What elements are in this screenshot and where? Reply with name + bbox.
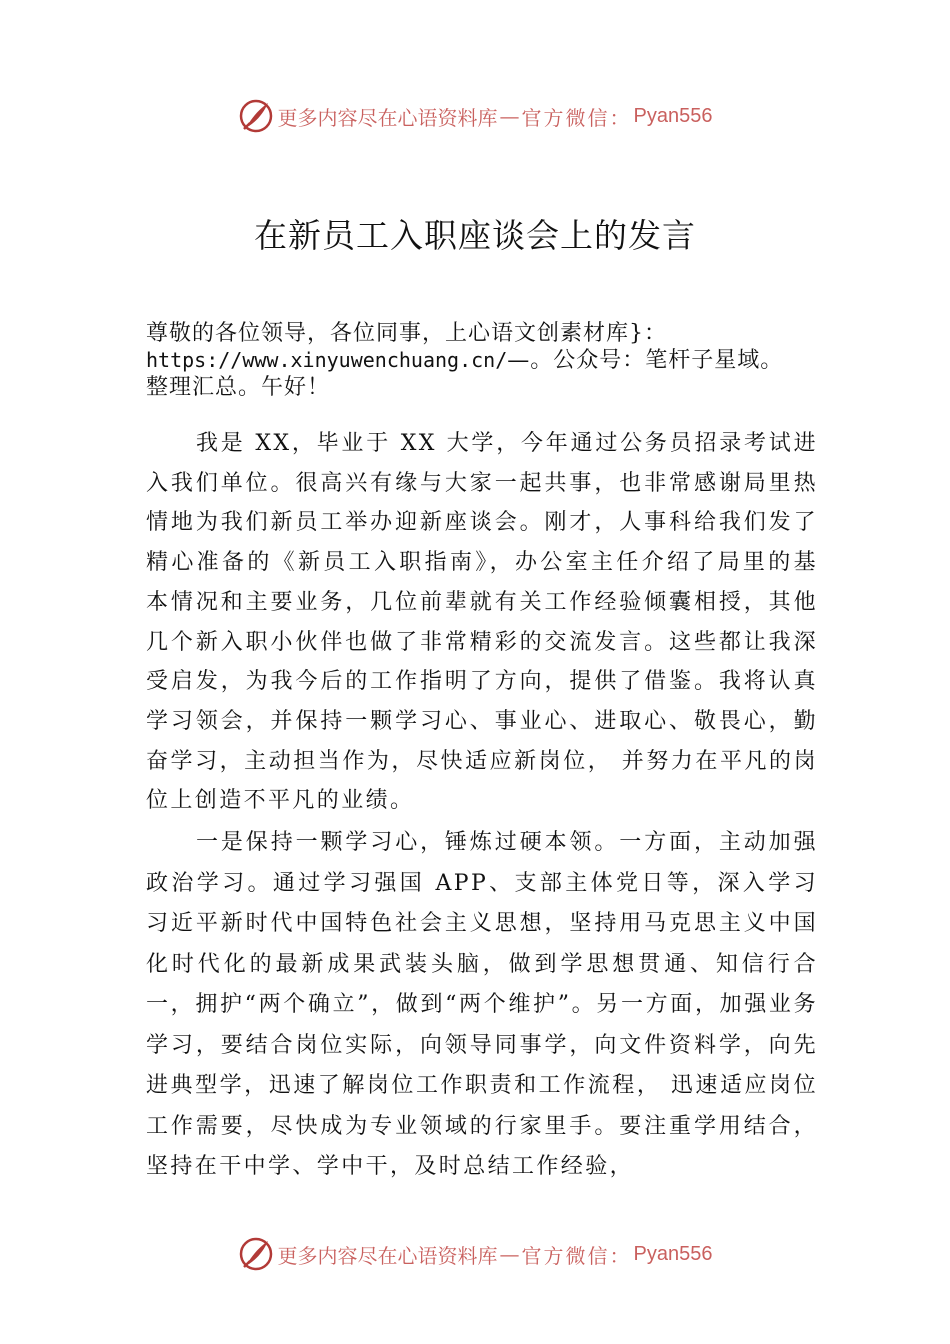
banner-wechat-id: Pyan556 xyxy=(633,1242,713,1265)
greeting-line-2-rest: —。公众号：笔杆子星域。 xyxy=(507,348,784,373)
banner-separator: — xyxy=(499,1242,520,1266)
greeting-line-1: 尊敬的各位领导，各位同事，上心语文创素材库}： xyxy=(146,321,667,346)
banner-slogan: 更多内容尽在心语资料库 xyxy=(277,1243,498,1268)
banner-wechat-label: 官方微信： xyxy=(521,1243,632,1268)
greeting-line-3: 整理汇总。午好！ xyxy=(146,375,331,400)
paragraph-learning: 一是保持一颗学习心，锤炼过硬本领。一方面，主动加强政治学习。通过学习强国 APP、支部主体党日等，深入学习习近平新时代中国特色社会主义思想，坚持用马克思主义中国化时代化的最新成果武装头脑，做到学思想贯通、知信行合一，拥护“两个确立”，做到“两个维护”。另一方面，加强业务学习，要结合岗位实际，向领导同事学，向文件资料学，向先进典型学，迅速了解岗位工作职责和工作流程， 迅速适应岗位工作需要，尽快成为专业领域的行家里手。要注重学用结合，坚持在干中学、学中干，及时总结工作经验， xyxy=(146,830,818,1179)
banner-wechat-label: 官方微信： xyxy=(521,105,632,130)
greeting-line-2 xyxy=(146,347,846,374)
paragraph-intro: 我是 XX，毕业于 XX 大学，今年通过公务员招录考试进入我们单位。很高兴有缘与大家一起共事，也非常感谢局里热情地为我们新员工举办迎新座谈会。刚才，人事科给我们发了精心准备的《新员工入职指南》，办公室主任介绍了局里的基本情况和主要业务，几位前辈就有关工作经验倾囊相授，其他几个新入职小伙伴也做了非常精彩的交流发言。这些都让我深受启发，为我今后的工作指明了方向，提供了借鉴。我将认真学习领会，并保持一颗学习心、事业心、进取心、敬畏心，勤奋学习，主动担当作为，尽快适应新岗位， 并努力在平凡的岗位上创造不平凡的业绩。 xyxy=(146,431,818,814)
banner-slogan: 更多内容尽在心语资料库 xyxy=(277,105,498,130)
header-banner xyxy=(0,96,950,136)
quill-pen-logo-icon xyxy=(238,98,274,134)
greeting xyxy=(146,320,846,401)
footer-banner xyxy=(0,1234,950,1274)
document-title: 在新员工入职座谈会上的发言 xyxy=(254,216,696,255)
quill-pen-logo-icon xyxy=(238,1236,274,1272)
banner-wechat-id: Pyan556 xyxy=(633,104,713,127)
banner-separator: — xyxy=(499,104,520,128)
greeting-url: https://www.xinyuwenchuang.cn/ xyxy=(146,348,508,372)
